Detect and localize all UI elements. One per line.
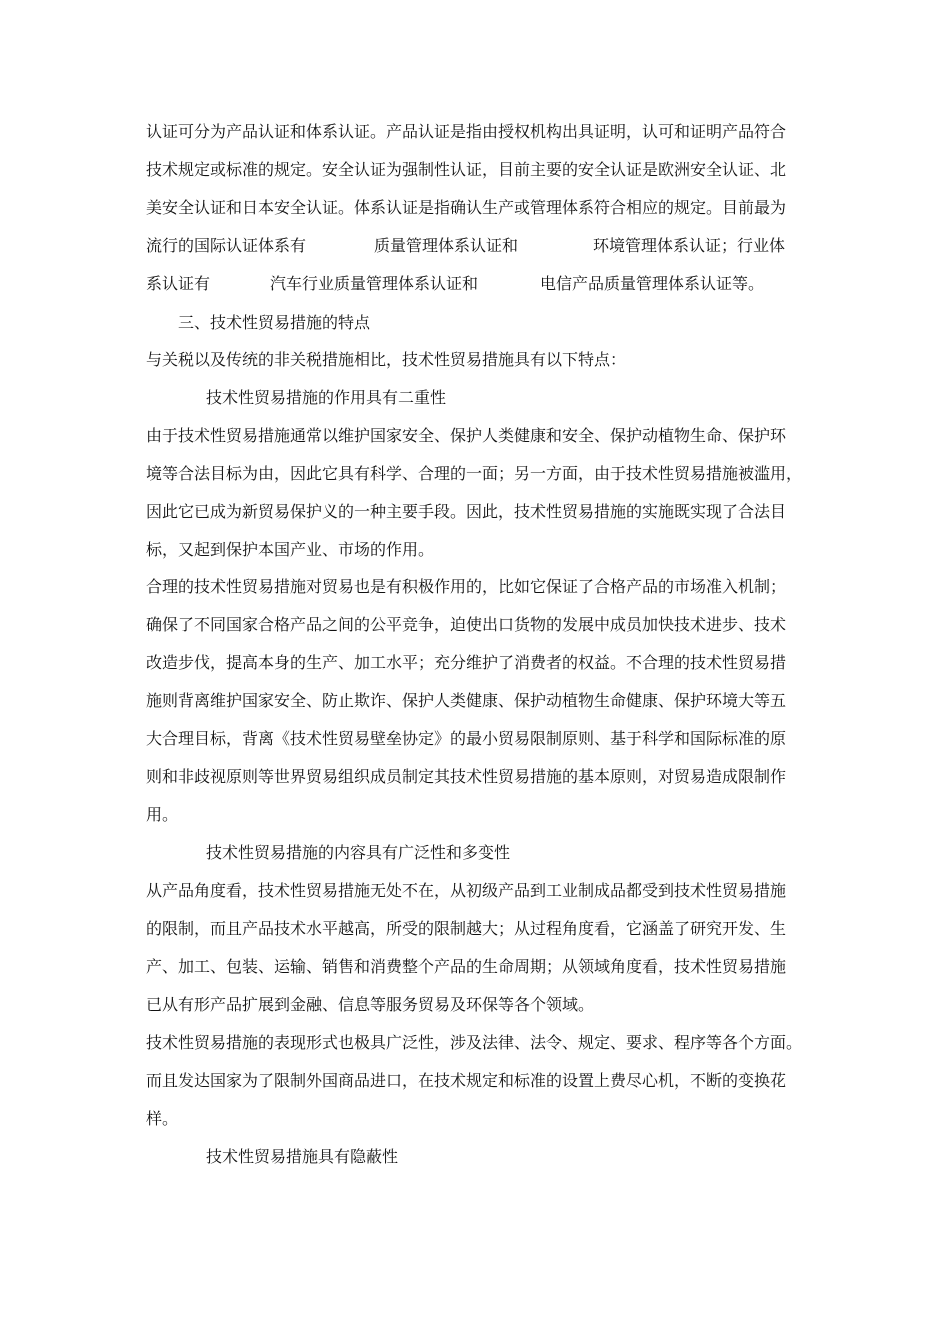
- subsection-heading: 技术性贸易措施的作用具有二重性: [206, 388, 447, 407]
- body-text-line: 样。: [146, 1109, 179, 1128]
- body-text-line: [146, 274, 764, 294]
- body-text-line: 从产品角度看，技术性贸易措施无处不在，从初级产品到工业制成品都受到技术性贸易措施: [146, 881, 787, 900]
- body-text-line: 则和非歧视原则等世界贸易组织成员制定其技术性贸易措施的基本原则，对贸易造成限制作: [146, 767, 787, 786]
- body-text-line: 合理的技术性贸易措施对贸易也是有积极作用的，比如它保证了合格产品的市场准入机制；: [146, 577, 787, 596]
- body-text-line: 改造步伐，提高本身的生产、加工水平；充分维护了消费者的权益。不合理的技术性贸易措: [146, 653, 787, 672]
- body-text-line: 的限制，而且产品技术水平越高，所受的限制越大；从过程角度看，它涵盖了研究开发、生: [146, 919, 787, 938]
- intro-text: 与关税以及传统的非关税措施相比，技术性贸易措施具有以下特点：: [146, 350, 627, 369]
- body-text-line: 境等合法目标为由，因此它具有科学、合理的一面；另一方面，由于技术性贸易措施被滥用，: [146, 464, 803, 483]
- text-fragment: 质量管理体系认证和: [374, 236, 519, 255]
- body-text-line: 技术规定或标准的规定。安全认证为强制性认证，目前主要的安全认证是欧洲安全认证、北: [146, 160, 787, 179]
- text-fragment: 环境管理体系认证；行业体: [593, 236, 786, 255]
- subsection-heading: 技术性贸易措施具有隐蔽性: [206, 1147, 399, 1166]
- text-fragment: 流行的国际认证体系有: [146, 236, 307, 255]
- subsection-heading: 技术性贸易措施的内容具有广泛性和多变性: [206, 843, 511, 862]
- body-text-line: [146, 236, 785, 256]
- body-text-line: 而且发达国家为了限制外国商品进口，在技术规定和标准的设置上费尽心机，不断的变换花: [146, 1071, 787, 1090]
- body-text-line: 大合理目标，背离《技术性贸易壁垒协定》的最小贸易限制原则、基于科学和国际标准的原: [146, 729, 787, 748]
- body-text-line: 产、加工、包装、运输、销售和消费整个产品的生命周期；从领域角度看，技术性贸易措施: [146, 957, 787, 976]
- body-text-line: 技术性贸易措施的表现形式也极具广泛性，涉及法律、法令、规定、要求、程序等各个方面。: [146, 1033, 803, 1052]
- text-fragment: 电信产品质量管理体系认证等。: [540, 274, 765, 293]
- body-text-line: 美安全认证和日本安全认证。体系认证是指确认生产或管理体系符合相应的规定。目前最为: [146, 198, 787, 217]
- body-text-line: 认证可分为产品认证和体系认证。产品认证是指由授权机构出具证明，认可和证明产品符合: [146, 122, 787, 141]
- body-text-line: 施则背离维护国家安全、防止欺诈、保护人类健康、保护动植物生命健康、保护环境大等五: [146, 691, 787, 710]
- body-text-line: 已从有形产品扩展到金融、信息等服务贸易及环保等各个领域。: [146, 995, 595, 1014]
- body-text-line: 用。: [146, 805, 179, 824]
- text-fragment: 汽车行业质量管理体系认证和: [270, 274, 479, 293]
- body-text-line: 因此它已成为新贸易保护义的一种主要手段。因此，技术性贸易措施的实施既实现了合法目: [146, 502, 787, 521]
- body-text-line: 标，又起到保护本国产业、市场的作用。: [146, 540, 435, 559]
- body-text-line: 确保了不同国家合格产品之间的公平竞争，迫使出口货物的发展中成员加快技术进步、技术: [146, 615, 787, 634]
- text-fragment: 系认证有: [146, 274, 211, 293]
- section-heading: 三、技术性贸易措施的特点: [178, 313, 371, 332]
- body-text-line: 由于技术性贸易措施通常以维护国家安全、保护人类健康和安全、保护动植物生命、保护环: [146, 426, 787, 445]
